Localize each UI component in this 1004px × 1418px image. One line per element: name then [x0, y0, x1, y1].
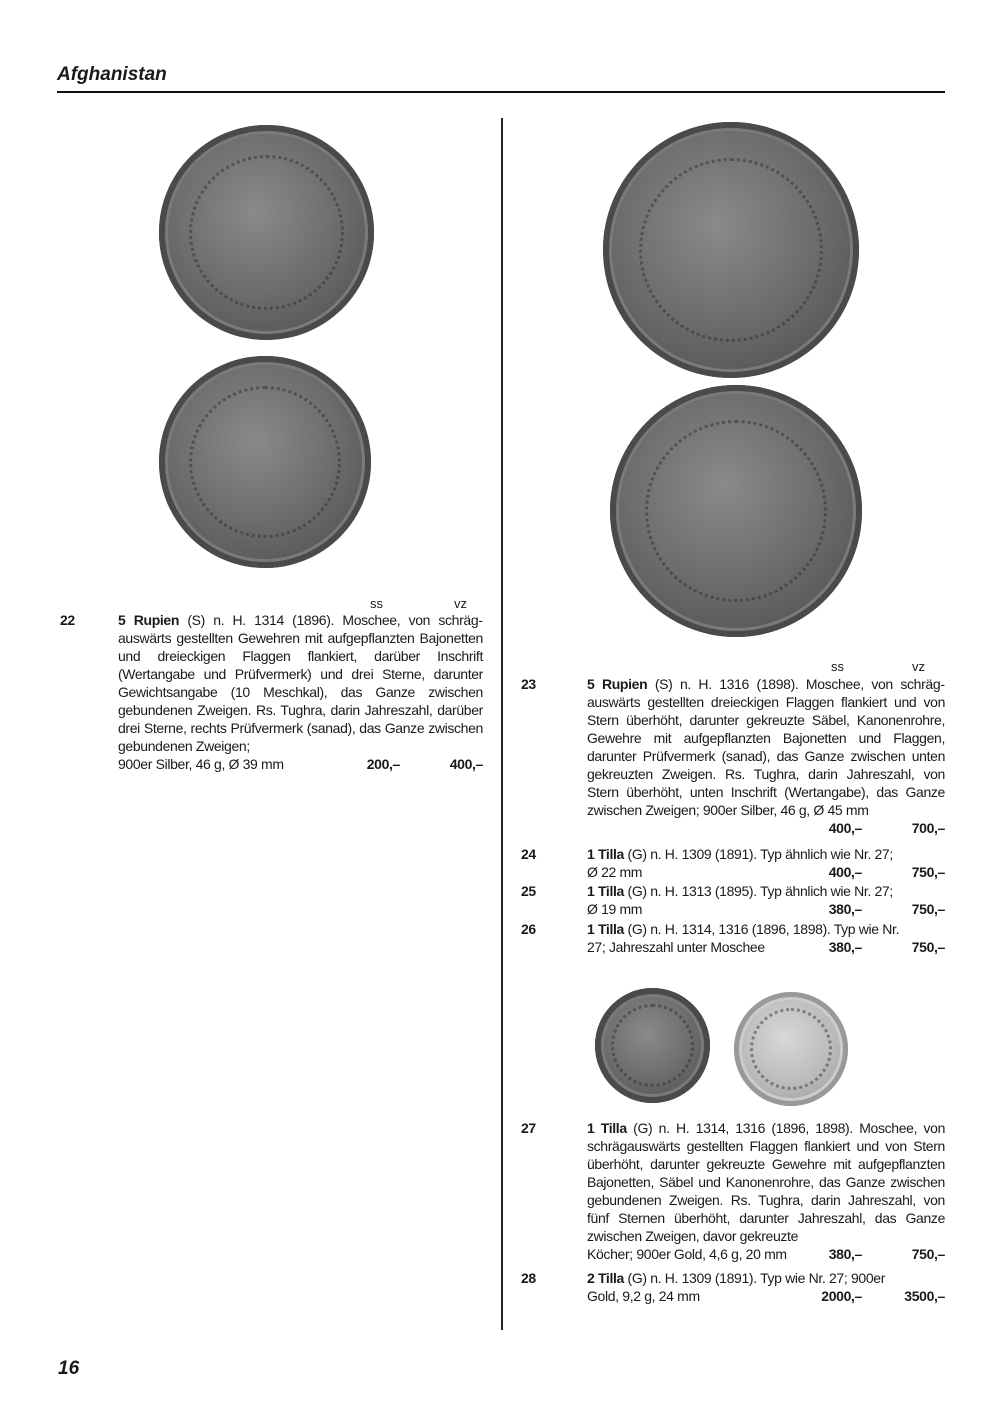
entry-title: 2 Tilla	[587, 1270, 624, 1286]
entry-title: 1 Tilla	[587, 1120, 627, 1136]
entry-last-line: Köcher; 900er Gold, 4,6 g, 20 mm	[587, 1246, 787, 1262]
grade-header	[587, 659, 945, 675]
coin-22-obverse-image	[159, 125, 374, 340]
column-divider	[501, 118, 503, 1330]
coin-27-obverse-image	[595, 988, 710, 1103]
entry-description: (G) n. H. 1309 (1891). Typ wie Nr. 27; 900er	[627, 1270, 886, 1286]
price-vz: 400,–	[449, 756, 483, 772]
entry-title: 1 Tilla	[587, 921, 624, 937]
entry-title: 5 Rupien	[118, 612, 180, 628]
price-ss: 400,–	[828, 820, 862, 836]
coin-23-reverse-image	[610, 385, 862, 637]
entry-number: 27	[521, 1120, 536, 1136]
price-ss: 2000,–	[821, 1288, 862, 1304]
grade-ss: ss	[370, 596, 383, 611]
entry-last-line: 27; Jahreszahl unter Moschee	[587, 939, 765, 955]
price-vz: 750,–	[911, 1246, 945, 1262]
grade-header	[118, 596, 483, 612]
entry-number: 23	[521, 676, 536, 692]
price-vz: 750,–	[911, 939, 945, 955]
price-ss: 380,–	[828, 901, 862, 917]
entry-last-line: 900er Silber, 46 g, Ø 39 mm	[118, 756, 284, 772]
price-ss: 400,–	[828, 864, 862, 880]
entry-description: (G) n. H. 1314, 1316 (1896, 1898). Typ wie Nr.	[627, 921, 900, 937]
entry-title: 1 Tilla	[587, 883, 624, 899]
entry-number: 26	[521, 921, 536, 937]
entry-last-line: Ø 22 mm	[587, 864, 643, 880]
section-title: Afghanistan	[57, 64, 167, 85]
page-number: 16	[58, 1358, 80, 1379]
grade-ss: ss	[831, 659, 844, 674]
price-vz: 750,–	[911, 901, 945, 917]
price-vz: 3500,–	[904, 1288, 945, 1304]
entry-description: (S) n. H. 1316 (1898). Moschee, von schrägauswärts gestellten dreieckigen Flaggen flankiert und von Stern überhöht, darunter gekreuzte Säbel, Kanonenrohre, Gewehre mit aufgepflanzten Bajonetten und Flaggen, darunter Prüfvermerk (sanad), das Ganze zwischen unten gekreuzten Zweigen. Rs. Tughra, darin Jahreszahl, von Stern überhöht, unten Inschrift (Wertangabe), das Ganze zwischen Zweigen; 900er Silber, 46 g, Ø 45 mm	[587, 676, 945, 818]
header-rule	[57, 91, 945, 93]
entry-description: (G) n. H. 1313 (1895). Typ ähnlich wie Nr. 27;	[627, 883, 893, 899]
price-vz: 700,–	[911, 820, 945, 836]
coin-27-reverse-image	[734, 992, 848, 1106]
entry-number: 25	[521, 883, 536, 899]
coin-22-reverse-image	[159, 356, 371, 568]
price-ss: 380,–	[828, 939, 862, 955]
entry-description: (S) n. H. 1314 (1896). Moschee, von schrägauswärts gestellten Gewehren mit aufgepflanzten Bajonetten und dreieckigen Flaggen flankiert, darüber Inschrift (Wertangabe und Prüfvermerk) und drei Sterne, darunter Gewichtsangabe (10 Meschkal), das Ganze zwischen gebundenen Zweigen. Rs. Tughra, darin Jahreszahl, darüber drei Sterne, rechts Prüfvermerk (sanad), das Ganze zwischen gebundenen Zweigen;	[118, 612, 483, 754]
price-ss: 200,–	[366, 756, 400, 772]
entry-last-line: Ø 19 mm	[587, 901, 643, 917]
entry-number: 28	[521, 1270, 536, 1286]
coin-23-obverse-image	[603, 122, 859, 378]
grade-vz: vz	[912, 659, 925, 674]
entry-number: 22	[60, 612, 75, 628]
price-ss: 380,–	[828, 1246, 862, 1262]
price-vz: 750,–	[911, 864, 945, 880]
entry-description: (G) n. H. 1309 (1891). Typ ähnlich wie Nr. 27;	[627, 846, 893, 862]
entry-title: 5 Rupien	[587, 676, 648, 692]
entry-last-line: Gold, 9,2 g, 24 mm	[587, 1288, 700, 1304]
entry-number: 24	[521, 846, 536, 862]
grade-vz: vz	[454, 596, 467, 611]
entry-description: (G) n. H. 1314, 1316 (1896, 1898). Moschee, von schrägauswärts gestellten Flaggen flankiert und von Stern überhöht, darunter gekreuzte Gewehre mit aufgepflanzten Bajonetten, Säbel und Kanonenrohre, das Ganze zwischen gebundenen Zweigen. Rs. Tughra, darin Jahreszahl, von fünf Sternen überhöht, darunter Jahreszahl, das Ganze zwischen Zweigen, davor gekreuzte	[587, 1120, 946, 1244]
entry-title: 1 Tilla	[587, 846, 624, 862]
